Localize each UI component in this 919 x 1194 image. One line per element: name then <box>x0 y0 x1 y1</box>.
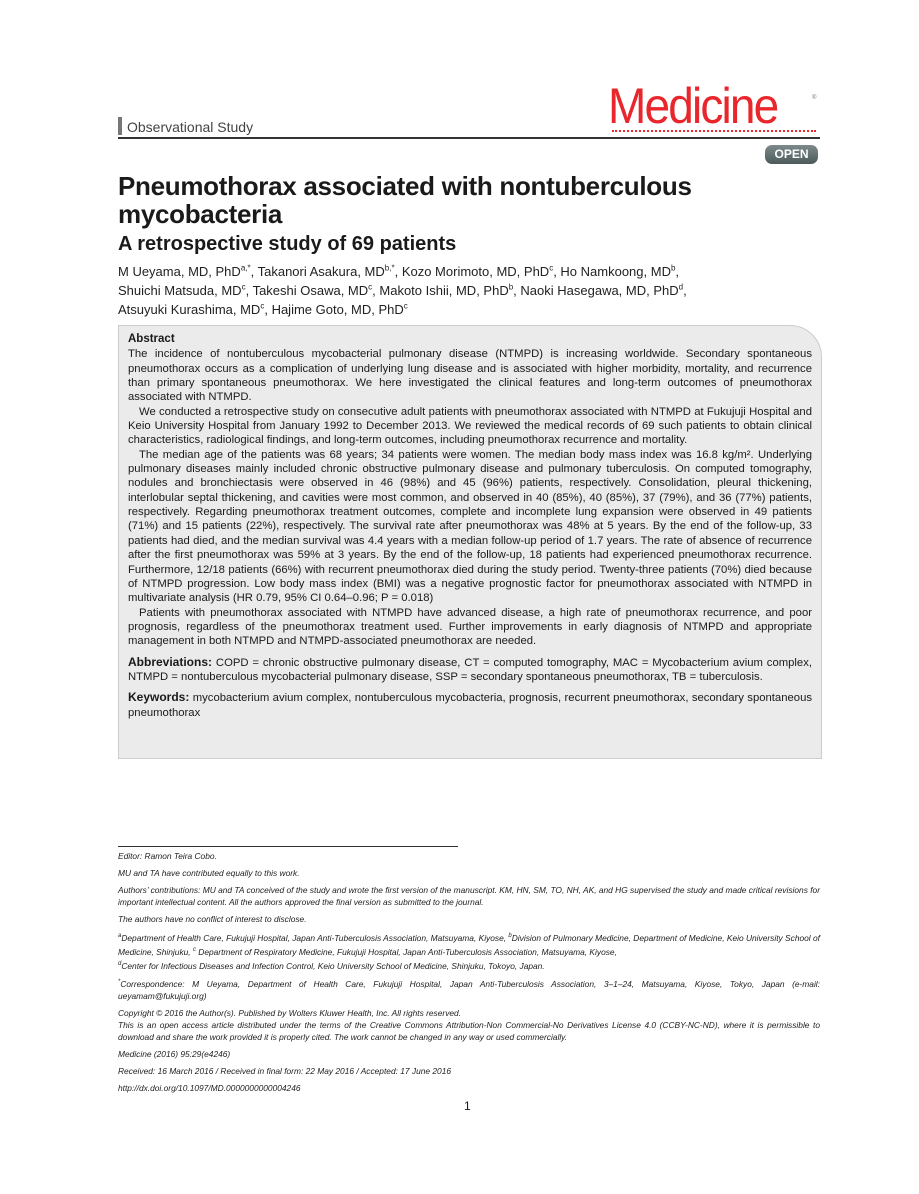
author-affiliation-mark: b <box>670 263 676 273</box>
journal-logo: Medicine <box>608 78 778 134</box>
affiliation-text: Center for Infectious Diseases and Infection Control, Keio University School of Medicine, Shinjuku, Tokoyo, Japan. <box>121 960 545 971</box>
author: Takanori Asakura, MD <box>257 264 385 279</box>
author-affiliation-mark: d <box>678 282 684 292</box>
article-title: Pneumothorax associated with nontuberculous mycobacteria <box>118 171 692 229</box>
dates: Received: 16 March 2016 / Received in final form: 22 May 2016 / Accepted: 17 June 2016 <box>118 1066 452 1077</box>
author-affiliation-mark: b,* <box>384 263 395 273</box>
equal-contribution-note: MU and TA have contributed equally to this work. <box>118 868 300 878</box>
author: Takeshi Osawa, MD <box>252 283 369 298</box>
author: Hajime Goto, MD, PhD <box>271 302 404 317</box>
abbreviations <box>128 655 812 685</box>
author-affiliation-mark: c <box>403 301 408 311</box>
correspondence-mark: * <box>118 979 121 986</box>
affiliation-mark: a <box>118 933 122 939</box>
author: Makoto Ishii, MD, PhD <box>379 283 509 298</box>
correspondence-note <box>118 976 820 1002</box>
author: Ho Namkoong, MD <box>560 264 671 279</box>
copyright-note: Copyright © 2016 the Author(s). Published by Wolters Kluwer Health, Inc. All rights reserved. <box>118 1008 462 1019</box>
abstract-paragraph: The median age of the patients was 68 years; 34 patients were women. The median body mass index was 16.8 kg/m². Underlying pulmonary diseases mainly included chronic obstructive pulmonary disease and pulmonary tuberculosis. On computed tomography, nodules and bronchiectasis were observed in 46 (98%) and 45 (96%) patients, respectively. Consolidation, pleural thickening, interlobular septal thickening, and cavities were most common, and observed in 40 (85%), 40 (85%), 37 (79%), and 36 (77%) patients, respectively. Regarding pneumothorax treatment outcomes, complete and incomplete lung expansion were observed in 49 patients (71%) and 15 patients (22%), respectively. The survival rate after pneumothorax was 48% at 5 years. By the end of the follow-up, 33 patients had died, and the median survival was 4.4 years with a median follow-up period of 1.7 years. The rate of absence of recurrence after the first pneumothorax was 59% at 3 years. By the end of the follow-up, 18 patients had experienced pneumothorax recurrence. Furthermore, 12/18 patients (66%) with recurrent pneumothorax died during the study period. Twenty-three patients (70%) died because of NTMPD progression. Low body mass index (BMI) was a negative prognostic factor for pneumothorax associated with NTMPD in multivariate analysis (HR 0.79, 95% CI 0.64–0.96; P = 0.018) <box>128 448 812 605</box>
abstract-paragraph: We conducted a retrospective study on consecutive adult patients with pneumothorax associated with NTMPD at Fukujuji Hospital and Keio University Hospital from January 1992 to December 2013. We reviewed the medical records of 69 such patients to obtain clinical characteristics, radiological findings, and long-term outcomes, including pneumothorax recurrence and mortality. <box>128 405 812 447</box>
article-subtitle: A retrospective study of 69 patients <box>118 233 457 255</box>
author-affiliation-mark: c <box>368 282 373 292</box>
author: Kozo Morimoto, MD, PhD <box>401 264 550 279</box>
affiliation-mark: b <box>508 933 512 939</box>
author-affiliation-mark: b <box>508 282 514 292</box>
page-number: 1 <box>464 1099 471 1113</box>
conflict-note: The authors have no conflict of interest to disclose. <box>118 914 307 924</box>
footnote-divider <box>118 846 458 847</box>
abstract-box <box>118 325 822 759</box>
author: Atsuyuki Kurashima, MD <box>118 302 261 317</box>
logo-underline <box>612 130 816 132</box>
author-list: M Ueyama, MD, PhD$^{a,*}$, Takanori Asakura, $MD^{b,*}$, Kozo Morimoto, MD, PhD$^c$, Ho Namkoong, $MD^b$, Shuichi Matsuda, $MD^c$, Takeshi Osawa, $MD^c$, Makoto Ishii, MD, PhD$^b$, Naoki Hasegawa, MD, PhD$^d$, Atsuyuki Kurashima, $MD^c$, Hajime Goto, MD, PhD$^c$ <box>118 263 687 317</box>
correspondence-text: Correspondence: M Ueyama, Department of Health Care, Fukujuji Hospital, Japan Anti-Tuberculosis Association, 3–1–24, Matsuyama, Kiyose, Tokyo, Japan (e-mail: ueyamam@fukujuji.org) <box>118 979 820 1002</box>
affiliation-mark: c <box>192 946 196 953</box>
contributions-note: Authors’ contributions: MU and TA conceived of the study and wrote the first version of the manuscript. KM, HN, SM, TO, NH, AK, and HG supervised the study and made critical revisions for important intellectual content. All the authors approved the final version as submitted to the journal. <box>118 885 820 907</box>
abbreviations-text: COPD = chronic obstructive pulmonary disease, CT = computed tomography, MAC = Mycobacterium avium complex, NTMPD = nontuberculous mycobacterial pulmonary disease, SSP = secondary spontaneous pneumothorax, TB = tuberculosis. <box>128 656 812 683</box>
header-divider <box>118 137 820 139</box>
author-affiliation-mark: c <box>260 301 265 311</box>
registered-mark-icon: ® <box>812 95 817 101</box>
author: Shuichi Matsuda, MD <box>118 283 242 298</box>
open-access-badge: OPEN <box>765 145 818 164</box>
keywords-text: mycobacterium avium complex, nontuberculous mycobacteria, prognosis, recurrent pneumothorax, secondary spontaneous pneumothorax <box>128 692 812 719</box>
keywords <box>128 690 812 720</box>
doi-link[interactable]: http://dx.doi.org/10.1097/MD.0000000000004246 <box>118 1083 301 1094</box>
abstract-heading: Abstract <box>128 333 175 345</box>
affiliation-text: Department of Health Care, Fukujuji Hospital, Japan Anti-Tuberculosis Association, Matsuyama, Kiyose, <box>121 932 509 943</box>
abstract-paragraph: Patients with pneumothorax associated with NTMPD have advanced disease, a high rate of pneumothorax recurrence, and poor prognosis, regardless of the pneumothorax treatment used. Further improvements in early diagnosis of NTMPD and appropriate management in both NTMPD and NTMPD-associated pneumothorax are needed. <box>128 606 812 648</box>
editor-note: Editor: Ramon Teira Cobo. <box>118 851 217 861</box>
footnotes <box>118 850 820 1099</box>
citation: Medicine (2016) 95:29(e4246) <box>118 1049 231 1060</box>
author: Naoki Hasegawa, MD, PhD <box>520 283 679 298</box>
keywords-label: Keywords: <box>128 690 190 705</box>
author-affiliation-mark: c <box>241 282 246 292</box>
affiliation-text: Division of Pulmonary Medicine, Department of Medicine, Keio University School of Medicine, Shinjuku, <box>118 932 820 957</box>
author: M Ueyama, MD, PhD <box>118 264 241 279</box>
author-affiliation-mark: c <box>549 263 554 273</box>
affiliation-text: Department of Respiratory Medicine, Fukujuji Hospital, Japan Anti-Tuberculosis Association, Matsuyama, Kiyose, <box>195 946 617 957</box>
author-affiliation-mark: a,* <box>240 263 251 273</box>
license-note: This is an open access article distributed under the terms of the Creative Commons Attribution-Non Commercial-No Derivatives License 4.0 (CCBY-NC-ND), where it is permissible to download and share the work provided it is properly cited. The work cannot be changed in any way or used commercially. <box>118 1020 820 1043</box>
abstract-paragraph: The incidence of nontuberculous mycobacterial pulmonary disease (NTMPD) is increasing worldwide. Secondary spontaneous pneumothorax occurs as a complication of underlying lung disease and is associated with higher morbidity, mortality, and recurrence than primary spontaneous pneumothorax. We here investigated the clinical features and long-term outcomes of pneumothorax associated with NTMPD. <box>128 348 812 404</box>
abbreviations-label: Abbreviations: <box>128 654 213 669</box>
article-type-label: Observational Study <box>118 117 253 135</box>
affiliations <box>118 930 820 971</box>
affiliation-mark: d <box>118 960 122 967</box>
